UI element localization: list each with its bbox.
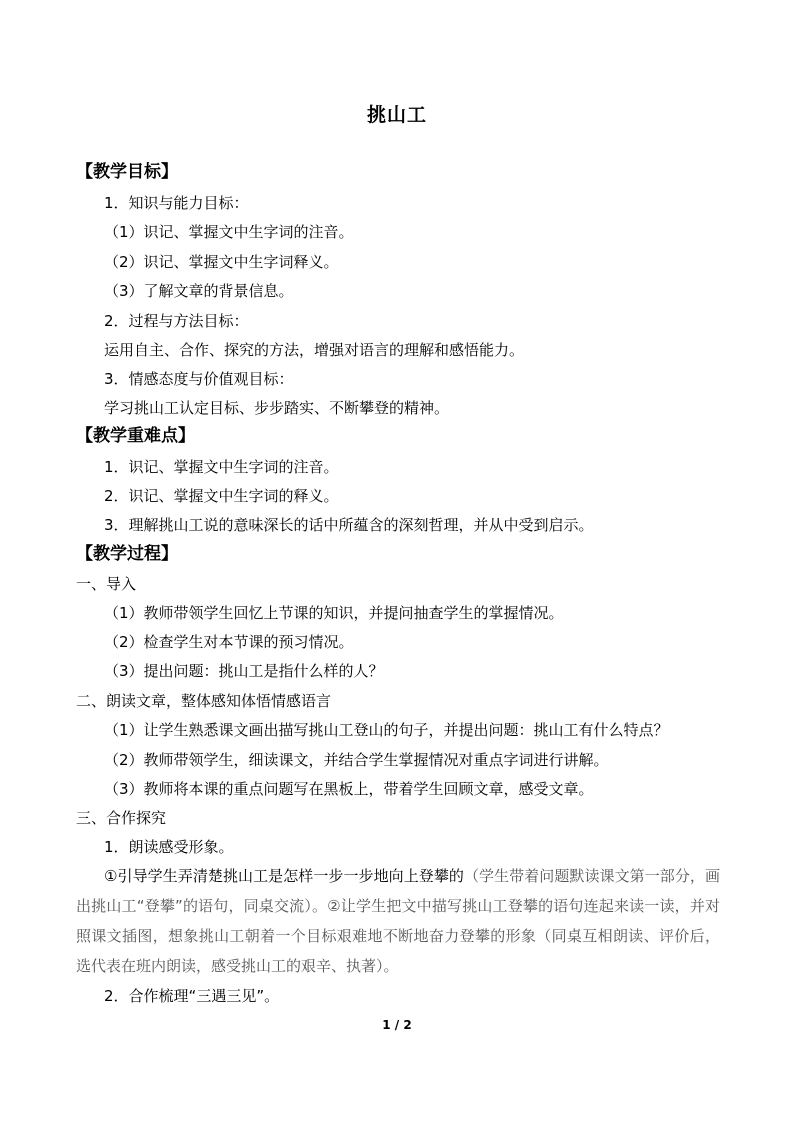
process-step-3-item-1: 1．朗读感受形象。 (104, 838, 234, 856)
process-step-3-paragraph (76, 861, 720, 981)
process-step-1-item-2: （2）检查学生对本节课的预习情况。 (104, 633, 354, 651)
paragraph-rest: （学生带着问题默读课文第一部分，画出挑山工“登攀”的语句，同桌交流）。②让学生把文中描写挑山工登攀的语句连起来读一读，并对照课文插图，想象挑山工朝着一个目标艰难地不断地奋力登攀的形象（同桌互相朗读、评价后，选代表在班内朗读，感受挑山工的艰辛、执著）。 (76, 867, 720, 975)
process-step-2-heading: 二、朗读文章，整体感知体悟情感语言 (76, 692, 332, 710)
document-title: 挑山工 (366, 104, 427, 126)
goal-knowledge-item-1: （1）识记、掌握文中生字词的注音。 (104, 223, 354, 241)
page-indicator: 1 / 2 (382, 1018, 412, 1032)
section-heading-process: 【教学过程】 (76, 544, 178, 564)
keypoint-item-3: 3．理解挑山工说的意味深长的话中所蕴含的深刻哲理，并从中受到启示。 (104, 516, 594, 534)
process-step-2-item-3: （3）教师将本课的重点问题写在黑板上，带着学生回顾文章，感受文章。 (104, 780, 594, 798)
goal-knowledge-item-3: （3）了解文章的背景信息。 (104, 282, 294, 300)
process-step-3-heading: 三、合作探究 (76, 809, 167, 827)
section-heading-keypoints: 【教学重难点】 (76, 426, 195, 446)
goal-values-item: 学习挑山工认定目标、步步踏实、不断攀登的精神。 (104, 399, 450, 417)
goal-values-heading: 3．情感态度与价值观目标： (104, 370, 294, 388)
keypoint-item-2: 2．识记、掌握文中生字词的释义。 (104, 487, 339, 505)
process-step-2-item-2: （2）教师带领学生，细读课文，并结合学生掌握情况对重点字词进行讲解。 (104, 751, 609, 769)
process-step-2-item-1: （1）让学生熟悉课文画出描写挑山工登山的句子，并提出问题：挑山工有什么特点？ (104, 721, 669, 739)
goal-process-item: 运用自主、合作、探究的方法，增强对语言的理解和感悟能力。 (104, 341, 525, 359)
section-heading-goals: 【教学目标】 (76, 162, 178, 182)
goal-knowledge-heading: 1．知识与能力目标： (104, 194, 249, 212)
keypoint-item-1: 1．识记、掌握文中生字词的注音。 (104, 458, 339, 476)
paragraph-lead: ①引导学生弄清楚挑山工是怎样一步一步地向上登攀的 (104, 867, 464, 885)
process-step-3-item-2: 2．合作梳理“三遇三见”。 (104, 987, 280, 1005)
process-step-1-item-3: （3）提出问题：挑山工是指什么样的人？ (104, 662, 384, 680)
process-step-1-item-1: （1）教师带领学生回忆上节课的知识，并提问抽查学生的掌握情况。 (104, 604, 564, 622)
goal-knowledge-item-2: （2）识记、掌握文中生字词释义。 (104, 253, 339, 271)
process-step-1-heading: 一、导入 (76, 575, 137, 593)
goal-process-heading: 2．过程与方法目标： (104, 312, 249, 330)
